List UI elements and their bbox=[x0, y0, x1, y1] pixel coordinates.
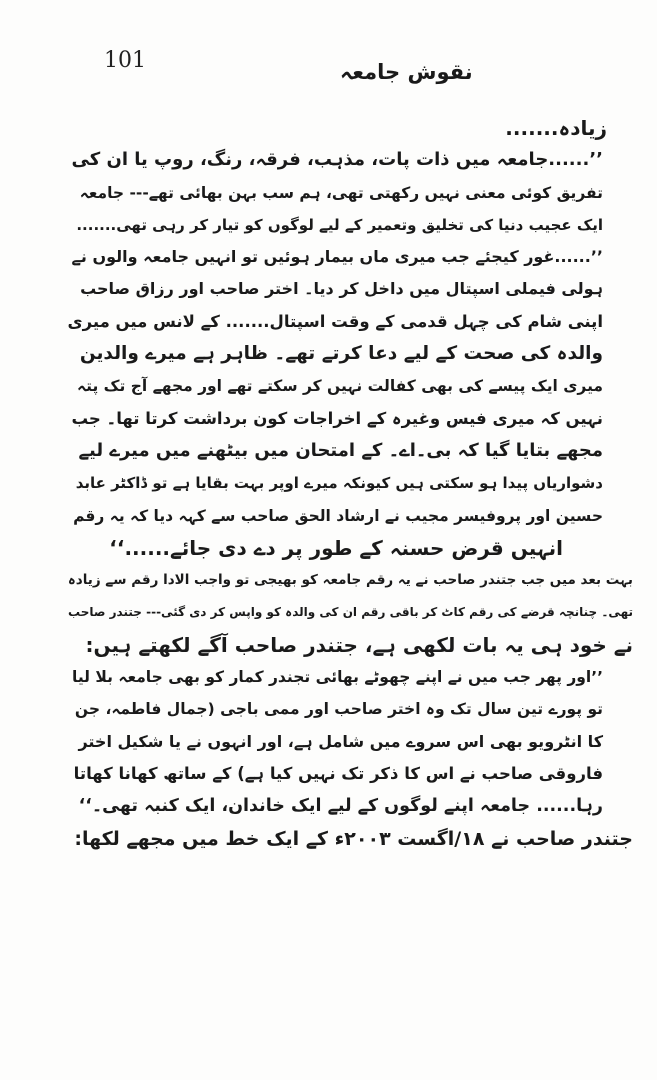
text-line: ہولی فیملی اسپتال میں داخل کر دیا۔ اختر صاحب اور رزاق صاحب bbox=[80, 279, 603, 299]
text-line: جتندر صاحب نے ۱۸/اگست ۲۰۰۳ء کے ایک خط میں مجھے لکھا: bbox=[74, 827, 633, 850]
text-line: ’’......غور کیجئے جب میری ماں بیمار ہوئیں تو انہیں جامعہ والوں نے bbox=[71, 247, 603, 267]
text-line: فاروقی صاحب نے اس کا ذکر تک نہیں کیا ہے) کے ساتھ کھانا کھاتا bbox=[73, 763, 603, 783]
text-line: تو پورے تین سال تک وہ اختر صاحب اور ممی باجی (جمال فاطمہ، جن bbox=[74, 700, 603, 719]
page-header bbox=[90, 40, 597, 90]
text-line: رہا...... جامعہ اپنے لوگوں کے لیے ایک خاندان، ایک کنبہ تھی۔‘‘ bbox=[78, 796, 603, 817]
text-line: ایک عجیب دنیا کی تخلیق وتعمیر کے لیے لوگوں کو تیار کر رہی تھی....... bbox=[76, 215, 603, 234]
text-line: دشواریاں پیدا ہو سکتی ہیں کیونکہ میرے اوپر بہت بقایا ہے تو ڈاکٹر عابد bbox=[75, 474, 603, 493]
page-number: 101 bbox=[104, 48, 146, 73]
text-line: ’’......جامعہ میں ذات پات، مذہب، فرقہ، رنگ، روپ یا ان کی bbox=[71, 149, 603, 171]
text-line: تفریق کوئی معنی نہیں رکھتی تھی، ہم سب بہن بھائی تھے--- جامعہ bbox=[79, 183, 603, 202]
text-line: میری ایک پیسے کی بھی کفالت نہیں کر سکتے تھے اور مجھے آج تک پتہ bbox=[77, 377, 603, 396]
text-line: اپنی شام کی چہل قدمی کے وقت اسپتال....... کے لانس میں میری bbox=[67, 311, 603, 331]
text-line: تھی۔ چنانچہ قرضے کی رقم کاٹ کر باقی رقم ان کی والدہ کو واپس کر دی گئی--- جتندر صاحب bbox=[68, 605, 633, 620]
text-line: انہیں قرض حسنہ کے طور پر دے دی جائے......‘‘ bbox=[109, 535, 563, 560]
text-line: نہیں کہ میری فیس وغیرہ کے اخراجات کون برداشت کرتا تھا۔ جب bbox=[71, 408, 603, 428]
text-line: ’’اور پھر جب میں نے اپنے چھوٹے بھائی تجندر کمار کو بھی جامعہ بلا لیا bbox=[72, 668, 603, 687]
text-line: بہت بعد میں جب جتندر صاحب نے یہ رقم جامعہ کو بھیجی تو واجب الادا رقم سے زیادہ bbox=[67, 572, 633, 589]
text-line: نے خود ہی یہ بات لکھی ہے، جتندر صاحب آگے لکھتے ہیں: bbox=[85, 632, 633, 657]
text-line: مجھے بتایا گیا کہ بی۔اے۔ کے امتحان میں بیٹھنے میں میرے لیے bbox=[78, 439, 603, 461]
text-line: حسین اور پروفیسر مجیب نے ارشاد الحق صاحب سے کہہ دیا کہ یہ رقم bbox=[73, 506, 603, 525]
text-line: زیادہ....... bbox=[505, 116, 607, 140]
running-title: نقوش جامعہ bbox=[340, 60, 473, 84]
text-line: والدہ کی صحت کے لیے دعا کرتے تھے۔ ظاہر ہے میرے والدین bbox=[79, 343, 603, 365]
text-line: کا انٹرویو بھی اس سروے میں شامل ہے، اور انہوں نے یا شکیل اختر bbox=[78, 731, 603, 751]
body-text bbox=[68, 112, 633, 855]
